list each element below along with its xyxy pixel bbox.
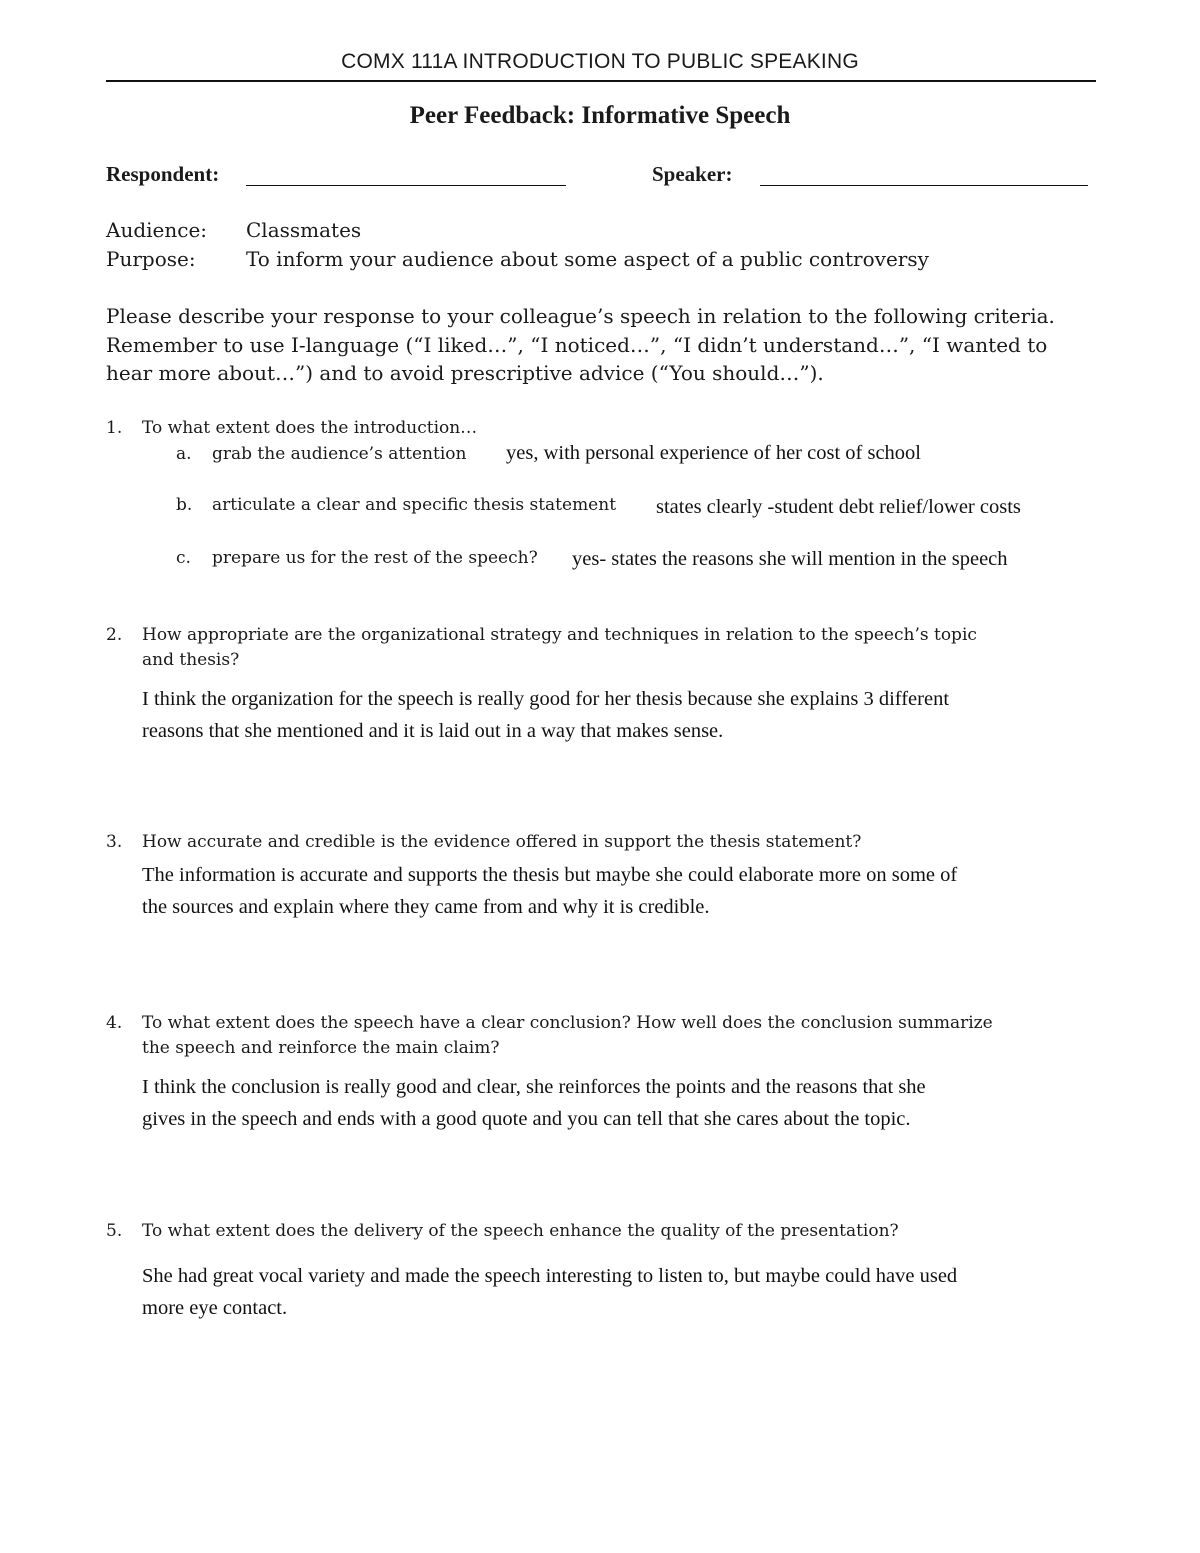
question-4-answer: gives in the speech and ends with a good quote and you can tell that she cares about the topic.: [142, 1108, 911, 1130]
instructions-line: Please describe your response to your colleague’s speech in relation to the following criteria.: [106, 304, 1055, 328]
question-1a-answer: yes, with personal experience of her cost of school: [506, 442, 921, 464]
question-3-answer: The information is accurate and supports the thesis but maybe she could elaborate more on some of: [142, 864, 958, 886]
question-2-answer: I think the organization for the speech is really good for her thesis because she explains 3 different: [142, 688, 950, 710]
respondent-field[interactable]: [246, 185, 566, 186]
instructions: [106, 302, 1096, 388]
question-5-answer: She had great vocal variety and made the speech interesting to listen to, but maybe could have used: [142, 1265, 958, 1287]
question-1b-letter: b.: [176, 495, 193, 515]
question-3-number: 3.: [106, 832, 123, 852]
question-2-text: and thesis?: [142, 650, 240, 670]
question-3-text: How accurate and credible is the evidence offered in support the thesis statement?: [142, 832, 862, 852]
speaker-label: Speaker:: [652, 162, 733, 186]
header-rule: [106, 80, 1096, 82]
question-5-number: 5.: [106, 1221, 123, 1241]
question-4-text: To what extent does the speech have a clear conclusion? How well does the conclusion summarize: [142, 1013, 993, 1033]
question-1c-answer: yes- states the reasons she will mention in the speech: [572, 548, 1008, 570]
respondent-label: Respondent:: [106, 162, 220, 186]
question-2-text: How appropriate are the organizational strategy and techniques in relation to the speech’s topic: [142, 625, 977, 645]
question-1a-letter: a.: [176, 444, 192, 464]
speaker-field[interactable]: [760, 185, 1088, 186]
question-1a-text: grab the audience’s attention: [212, 444, 467, 464]
question-2-answer: reasons that she mentioned and it is laid out in a way that makes sense.: [142, 720, 724, 742]
question-2-number: 2.: [106, 625, 123, 645]
question-5-text: To what extent does the delivery of the speech enhance the quality of the presentation?: [142, 1221, 899, 1241]
question-1-number: 1.: [106, 418, 123, 438]
question-4-text: the speech and reinforce the main claim?: [142, 1038, 500, 1058]
purpose-label: Purpose:: [106, 247, 196, 271]
instructions-line: Remember to use I-language (“I liked…”, “I noticed…”, “I didn’t understand…”, “I wanted to: [106, 332, 1048, 357]
purpose-value: To inform your audience about some aspect of a public controversy: [246, 247, 929, 271]
question-4-number: 4.: [106, 1013, 123, 1033]
question-1-text: To what extent does the introduction…: [142, 418, 478, 438]
course-header: COMX 111A INTRODUCTION TO PUBLIC SPEAKING: [341, 50, 859, 73]
question-3-answer: the sources and explain where they came from and why it is credible.: [142, 896, 710, 918]
question-1c-letter: c.: [176, 548, 191, 568]
question-5-answer: more eye contact.: [142, 1297, 288, 1319]
question-4-answer: I think the conclusion is really good and clear, she reinforces the points and the reasons that she: [142, 1076, 926, 1098]
page-title: Peer Feedback: Informative Speech: [409, 102, 791, 129]
question-1b-answer: states clearly -student debt relief/lower costs: [656, 496, 1021, 518]
question-1b-text: articulate a clear and specific thesis statement: [212, 495, 617, 515]
instructions-line: hear more about…”) and to avoid prescriptive advice (“You should…”).: [106, 361, 824, 385]
audience-label: Audience:: [106, 218, 208, 242]
audience-value: Classmates: [246, 218, 362, 242]
question-1c-text: prepare us for the rest of the speech?: [212, 548, 538, 568]
